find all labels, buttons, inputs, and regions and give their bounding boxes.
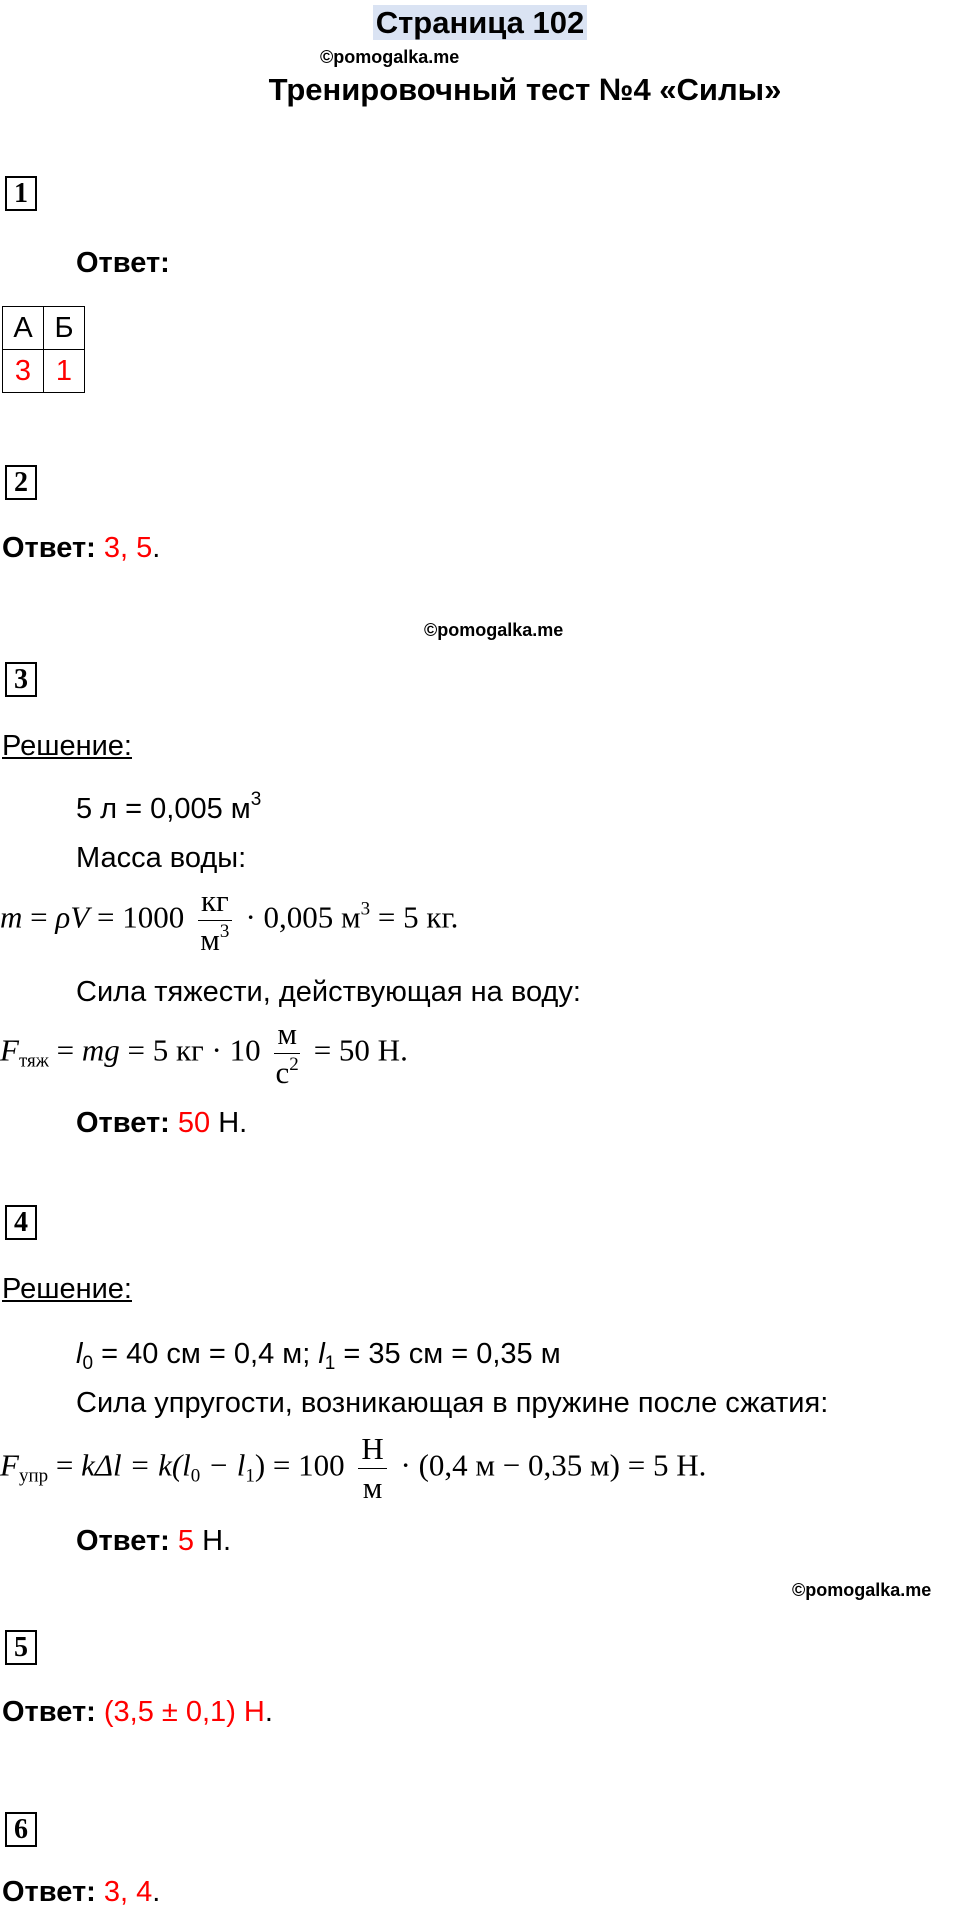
given-lengths: $l_0 = 40$ см = 0,4 м; $l_1 = 35$ см = 0,35 м xyxy=(76,1338,561,1374)
mass-label: Масса воды: xyxy=(76,842,247,874)
watermark-top: ©pomogalka.me xyxy=(320,47,460,67)
elastic-force-equation: $F_{упр} = k\Delta l = k(l_0 - l_1) = 100$ $\frac{Н}{м}$ · (0,4 м − 0,35 м) = 5 Н. xyxy=(0,1431,707,1505)
answer-line-2: Ответ: 3, 5. xyxy=(2,532,161,564)
answer-value-2: 3, 5 xyxy=(103,532,153,564)
answer-line-3: Ответ: 50 Н. xyxy=(76,1107,248,1139)
answer-line-6: Ответ: 3, 4. xyxy=(2,1876,161,1908)
question-number-3: 3 xyxy=(5,662,37,697)
elastic-force-label: Сила упругости, возникающая в пружине после сжатия: xyxy=(76,1387,829,1419)
table-header-a: А xyxy=(3,307,44,350)
question-number-5: 5 xyxy=(5,1630,37,1665)
question-number-1: 1 xyxy=(5,176,37,211)
watermark-middle: ©pomogalka.me xyxy=(424,620,564,640)
table-value-b: 1 xyxy=(44,350,85,393)
answer-table xyxy=(2,306,85,393)
watermark-bottom: ©pomogalka.me xyxy=(792,1580,932,1600)
solution-label-4: Решение: xyxy=(2,1273,132,1305)
solution-label-3: Решение: xyxy=(2,730,132,762)
test-title: Тренировочный тест №4 «Силы» xyxy=(268,72,782,107)
answer-line-4: Ответ: 5 Н. xyxy=(76,1525,232,1557)
question-number-6: 6 xyxy=(5,1812,37,1847)
gravity-equation: $F_{тяж}$ = mg = 5 кг · 10 $\frac{м}{с^2}$ = 50 Н. xyxy=(0,1016,408,1090)
table-header-b: Б xyxy=(44,307,85,350)
answer-label-1: Ответ: xyxy=(76,247,170,279)
gravity-label: Сила тяжести, действующая на воду: xyxy=(76,976,581,1008)
given-volume: 5 л = 0,005 $м^3$ xyxy=(76,789,262,825)
page-title: Страница 102 xyxy=(0,5,960,41)
question-number-4: 4 xyxy=(5,1205,37,1240)
question-number-2: 2 xyxy=(5,465,37,500)
answer-line-5: Ответ: (3,5 ± 0,1) Н. xyxy=(2,1696,273,1728)
table-value-a: 3 xyxy=(3,350,44,393)
mass-equation: m = ρV = 1000 $\frac{кг}{м^3}$ · 0,005 $м^3 = 5$ кг. xyxy=(0,883,459,957)
